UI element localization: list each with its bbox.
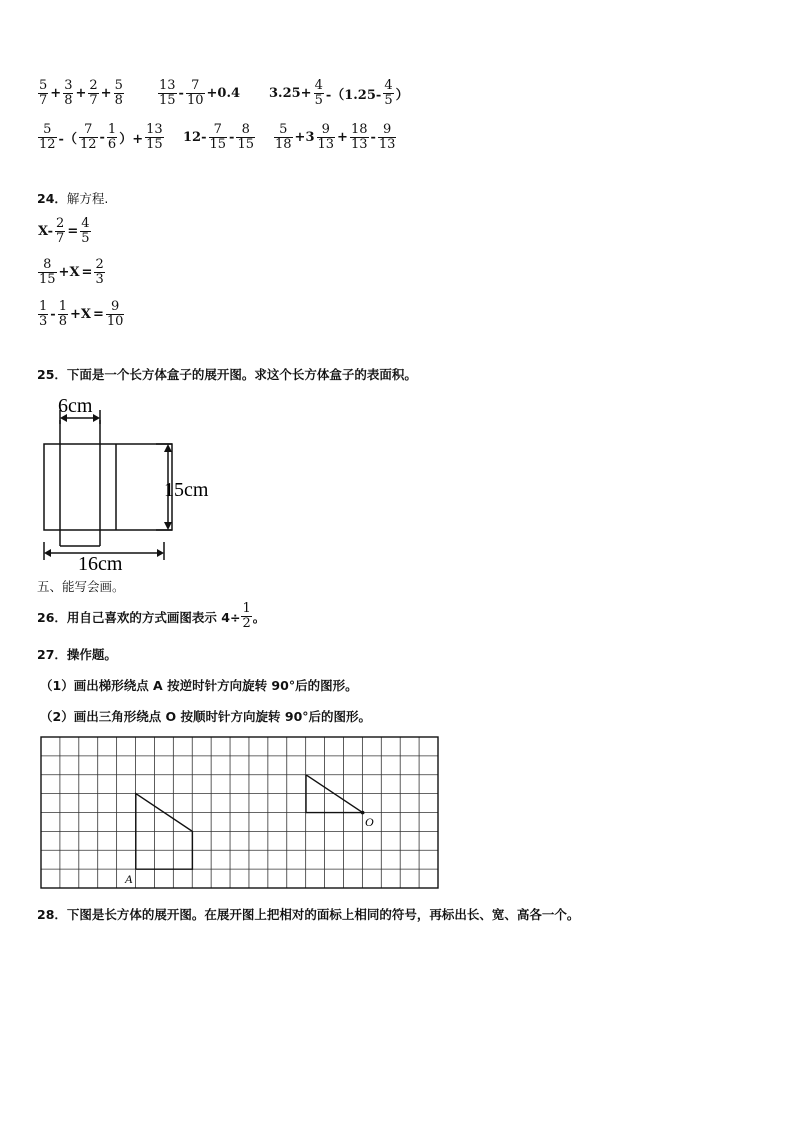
expr-1-2: $\frac{13}{15}$ - $\frac{7}{10}$ +0.4 — [159, 78, 241, 108]
rotation-grid — [40, 736, 440, 890]
q24-equation-1: X- $\frac{2}{7}$ = $\frac{4}{5}$ — [38, 216, 90, 246]
q24-equation-3: $\frac{1}{3}$ - $\frac{1}{8}$ +X = $\frac{9}{10}$ — [39, 299, 124, 329]
expr-1-3: 3.25+ $\frac{4}{5}$ -（1.25- $\frac{4}{5}$ ） — [269, 78, 409, 108]
q27-item-2: （2）画出三角形绕点 O 按顺时针方向旋转 90°后的图形。 — [40, 709, 372, 724]
label-6cm: 6cm — [58, 395, 93, 417]
calc-row-1 — [37, 79, 125, 108]
q25-heading: 25．下面是一个长方体盒子的展开图。求这个长方体盒子的表面积。 — [37, 367, 417, 382]
q27-item-1: （1）画出梯形绕点 A 按逆时针方向旋转 90°后的图形。 — [40, 678, 358, 693]
expr-2-2: 12- $\frac{7}{15}$ - $\frac{8}{15}$ — [183, 122, 254, 152]
expr-2-3: $\frac{5}{18}$ +3 $\frac{9}{13}$ + $\frac{18}{13}$ - $\frac{9}{13}$ — [275, 122, 396, 152]
q26-heading: 26． 用自己喜欢的方式画图表示 4÷ $\frac{1}{2}$ 。 — [37, 601, 266, 631]
grid-lines — [41, 737, 438, 888]
q28-heading: 28．下图是长方体的展开图。在展开图上把相对的面标上相同的符号，再标出长、宽、高各一个。 — [37, 907, 580, 922]
section-5-heading: 五、能写会画。 — [37, 579, 125, 594]
box-net-diagram — [36, 392, 236, 572]
q27-heading: 27．操作题。 — [37, 647, 117, 662]
label-15cm: 15cm — [164, 479, 209, 501]
label-16cm: 16cm — [78, 553, 123, 572]
q24-heading: 24．解方程. — [37, 191, 109, 206]
q24-equation-2: $\frac{8}{15}$ +X = $\frac{2}{3}$ — [39, 257, 104, 287]
expr-2-1: $\frac{5}{12}$ -（ $\frac{7}{12}$ - $\frac{1}{6}$ ）+ $\frac{13}{15}$ — [39, 122, 163, 152]
point-o-label: O — [365, 815, 374, 829]
point-a-label: A — [125, 872, 133, 886]
expr-1-1: $\frac{5}{7}$ + $\frac{3}{8}$ + $\frac{2}{7}$ + $\frac{5}{8}$ — [39, 78, 123, 108]
